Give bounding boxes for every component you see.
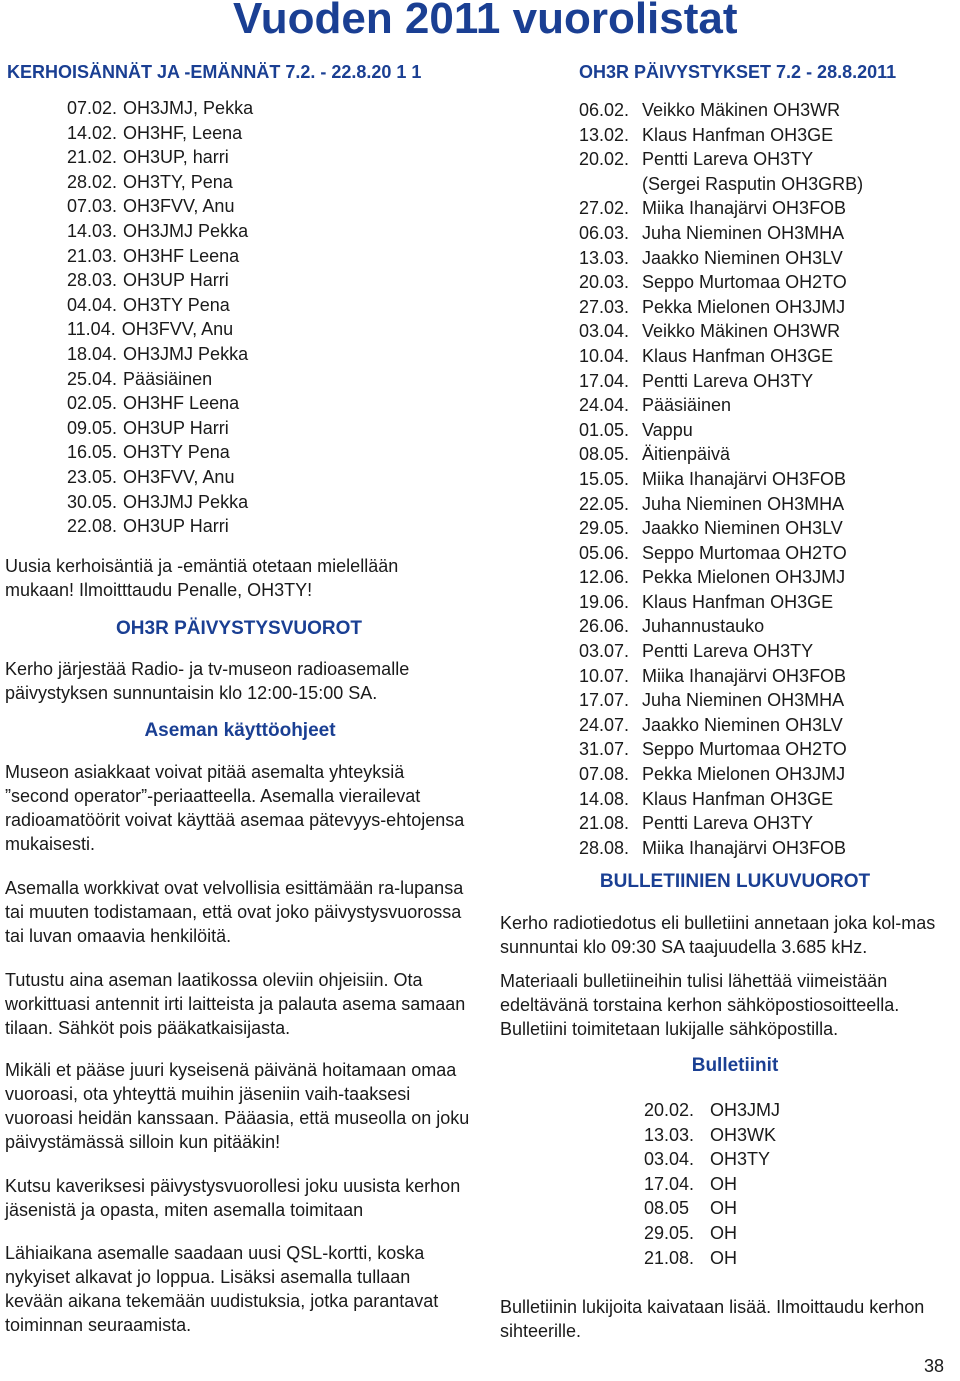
list-item [579, 614, 863, 639]
duty-heading: OH3R PÄIVYSTYSVUOROT [116, 618, 362, 639]
list-item [579, 221, 863, 246]
duty-date: 08.05. [579, 444, 630, 465]
instructions-paragraph: Lähiaikana asemalle saadaan uusi QSL-kortti, koska nykyiset alkavat jo loppua. Lisäksi asemalla tullaan kevään aikana tekemään uudistuksia, jotka parantavat toiminnan seuraamista. [5, 1243, 439, 1335]
list-item [67, 268, 253, 293]
duty-person: Juha Nieminen OH3MHA [642, 493, 845, 514]
host-date: 28.02. [67, 171, 118, 192]
duty-schedule-header: OH3R PÄIVYSTYKSET 7.2 - 28.8.2011 [579, 62, 897, 82]
duty-date: 31.07. [579, 739, 630, 760]
list-item [67, 490, 253, 515]
list-item [579, 172, 863, 197]
duty-person: Miika Ihanajärvi OH3FOB [642, 837, 847, 858]
host-date: 09.05. [67, 417, 118, 438]
instructions-paragraph: Asemalla workkivat ovat velvollisia esittämään ra-lupansa tai muuten todistamaan, että ovat joko päivystysvuorossa tai luvan omaavia henkilöitä. [5, 878, 464, 946]
duty-date: 07.08. [579, 764, 630, 785]
list-item [579, 664, 863, 689]
duty-date: 12.06. [579, 567, 630, 588]
list-item [579, 246, 863, 271]
duty-person: Pentti Lareva OH3TY [642, 813, 814, 834]
duty-date: 19.06. [579, 591, 630, 612]
duty-person: Klaus Hanfman OH3GE [642, 345, 834, 366]
list-item [579, 123, 863, 148]
hosts-list [67, 96, 253, 539]
host-name: OH3JMJ Pekka [123, 343, 249, 364]
page-title: Vuoden 2011 vuorolistat [233, 0, 738, 43]
duty-date: 20.02. [579, 149, 630, 170]
list-item [67, 416, 253, 441]
page-number: 38 [924, 1356, 945, 1376]
duty-date: 13.02. [579, 124, 630, 145]
host-date: 28.03. [67, 270, 118, 291]
duty-date: 10.04. [579, 345, 630, 366]
host-date: 07.03. [67, 196, 118, 217]
list-item [67, 391, 253, 416]
bulletin-reader: OH [710, 1222, 737, 1243]
duty-person: Miika Ihanajärvi OH3FOB [642, 198, 847, 219]
host-name: OH3HF, Leena [123, 122, 243, 143]
duty-person: Pekka Mielonen OH3JMJ [642, 764, 846, 785]
host-date: 14.02. [67, 122, 118, 143]
duty-person: Juha Nieminen OH3MHA [642, 690, 845, 711]
host-name: OH3FVV, Anu [121, 319, 234, 340]
hosts-header: KERHOISÄNNÄT JA -EMÄNNÄT 7.2. - 22.8.20 1 1 [7, 62, 422, 82]
bulletin-reader: OH3JMJ [710, 1100, 781, 1120]
host-date: 07.02. [67, 98, 118, 118]
bulletin-reader: OH3TY [710, 1149, 771, 1170]
duty-date: 21.08. [579, 813, 630, 834]
list-item [579, 811, 863, 836]
bulletin-text: Kerho radiotiedotus eli bulletiini annetaan joka kol-mas sunnuntai klo 09:30 SA taajuudella 3.685 kHz. [500, 913, 936, 957]
duty-person: Miika Ihanajärvi OH3FOB [642, 665, 847, 686]
duty-person: Klaus Hanfman OH3GE [642, 591, 834, 612]
bulletin-date: 08.05 [644, 1198, 690, 1219]
duty-date: 24.04. [579, 395, 630, 416]
list-item [644, 1246, 780, 1271]
duty-person: Klaus Hanfman OH3GE [642, 124, 834, 145]
list-item [579, 590, 863, 615]
instructions-paragraph: Tutustu aina aseman laatikossa oleviin ohjeisiin. Ota workittuasi antennit irti laitteista ja palauta asema samaan tilaan. Sähköt pois pääkatkaisijasta. [5, 970, 466, 1038]
list-item [579, 516, 863, 541]
duty-date: 14.08. [579, 788, 630, 809]
instructions-paragraph: Kutsu kaveriksesi päivystysvuorollesi joku uusista kerhon jäsenistä ja opasta, miten asemalla toimitaan [5, 1176, 461, 1220]
host-name: OH3HF Leena [123, 245, 240, 266]
bulletin-reader: OH [710, 1173, 737, 1194]
list-item [67, 293, 253, 318]
duty-person: Pentti Lareva OH3TY [642, 149, 814, 170]
host-date: 04.04. [67, 294, 118, 315]
list-item [579, 541, 863, 566]
host-date: 25.04. [67, 368, 118, 389]
duty-person: Pentti Lareva OH3TY [642, 641, 814, 662]
list-item [67, 440, 253, 465]
bulletin-date: 13.03. [644, 1124, 695, 1145]
duty-date: 06.02. [579, 100, 630, 120]
host-date: 11.04. [67, 319, 116, 340]
duty-date: 22.05. [579, 493, 630, 514]
hosts-note: Uusia kerhoisäntiä ja -emäntiä otetaan mielellään mukaan! Ilmoitttaudu Penalle, OH3TY! [5, 556, 399, 600]
duty-date: 13.03. [579, 247, 630, 268]
list-item [579, 319, 863, 344]
bulletin-heading: BULLETIINIEN LUKUVUOROT [599, 871, 871, 892]
list-item [579, 295, 863, 320]
list-item [579, 737, 863, 762]
list-item [579, 639, 863, 664]
list-item [67, 367, 253, 392]
list-item [579, 442, 863, 467]
duty-date: 27.02. [579, 198, 630, 219]
duty-person: Miika Ihanajärvi OH3FOB [642, 468, 847, 489]
host-name: OH3JMJ Pekka [123, 491, 249, 512]
list-item [644, 1098, 780, 1123]
duty-date: 28.08. [579, 837, 630, 858]
bulletin-reader: OH3WK [710, 1124, 777, 1145]
duty-date: 17.07. [579, 690, 630, 711]
list-item [644, 1123, 780, 1148]
list-item [67, 514, 253, 539]
host-name: Pääsiäinen [123, 368, 213, 389]
list-item [644, 1221, 780, 1246]
list-item [579, 196, 863, 221]
duty-person: Veikko Mäkinen OH3WR [642, 100, 841, 120]
list-item [579, 467, 863, 492]
list-item [644, 1172, 780, 1197]
duty-person: Äitienpäivä [642, 444, 731, 465]
list-item [579, 418, 863, 443]
bulletin-date: 17.04. [644, 1173, 695, 1194]
host-date: 14.03. [67, 220, 118, 241]
host-name: OH3JMJ Pekka [123, 220, 249, 241]
list-item [579, 393, 863, 418]
bulletin-date: 20.02. [644, 1100, 695, 1120]
duty-date: 03.07. [579, 641, 630, 662]
list-item [67, 465, 253, 490]
duty-person: Juha Nieminen OH3MHA [642, 222, 845, 243]
list-item [644, 1147, 780, 1172]
duty-person: Seppo Murtomaa OH2TO [642, 739, 847, 760]
list-item [67, 219, 253, 244]
list-item [67, 244, 253, 269]
list-item [579, 565, 863, 590]
bulletin-date: 03.04. [644, 1149, 695, 1170]
duty-person: (Sergei Rasputin OH3GRB) [642, 173, 864, 194]
list-item [579, 713, 863, 738]
bulletin-text: Materiaali bulletiineihin tulisi lähettää viimeistään edeltävänä torstaina kerhon sähköpostiosoitteella. Bulletiini toimitetaan lukijalle sähköpostilla. [500, 971, 900, 1039]
host-date: 21.03. [67, 245, 118, 266]
list-item [579, 369, 863, 394]
instructions-paragraph: Mikäli et pääse juuri kyseisenä päivänä hoitamaan omaa vuoroasi, ota yhteyttä muihin jäseniin vaih-taaksesi vuoroasi heidän kanssaan. Pääasia, että museolla on joku päivystämässä silloin kun pitääkin! [5, 1060, 470, 1152]
list-item [579, 344, 863, 369]
instructions-heading: Aseman käyttöohjeet [144, 720, 336, 741]
bulletin-reader: OH [710, 1198, 737, 1219]
duty-date: 26.06. [579, 616, 630, 637]
duty-person: Jaakko Nieminen OH3LV [642, 714, 843, 735]
bulletin-reader: OH [710, 1247, 737, 1268]
list-item [67, 342, 253, 367]
duty-date: 24.07. [579, 714, 630, 735]
host-date: 30.05. [67, 491, 118, 512]
list-item [644, 1196, 780, 1221]
list-item [67, 145, 253, 170]
duty-person: Jaakko Nieminen OH3LV [642, 518, 843, 539]
duty-person: Seppo Murtomaa OH2TO [642, 272, 847, 293]
host-name: OH3UP Harri [123, 417, 229, 438]
instructions-paragraph: Museon asiakkaat voivat pitää asemalta yhteyksiä ”second operator”-periaatteella. Asemalla vierailevat radioamatöörit voivat käyttää asemaa pätevyys-ehtojensa mukaisesti. [5, 762, 465, 854]
duty-text: Kerho järjestää Radio- ja tv-museon radioasemalle päivystyksen sunnuntaisin klo 12:00-15:00 SA. [5, 659, 410, 703]
host-date: 16.05. [67, 442, 118, 463]
duty-person: Pekka Mielonen OH3JMJ [642, 567, 846, 588]
duty-date: 03.04. [579, 321, 630, 342]
list-item [579, 98, 863, 123]
host-date: 22.08. [67, 516, 118, 537]
duty-person: Pääsiäinen [642, 395, 732, 416]
duty-person: Jaakko Nieminen OH3LV [642, 247, 843, 268]
host-name: OH3UP Harri [123, 516, 229, 537]
duty-schedule-list [579, 98, 863, 860]
list-item [67, 194, 253, 219]
duty-date: 05.06. [579, 542, 630, 563]
host-date: 02.05. [67, 393, 118, 414]
duty-date: 06.03. [579, 222, 630, 243]
duty-person: Veikko Mäkinen OH3WR [642, 321, 841, 342]
list-item [579, 492, 863, 517]
list-item [579, 787, 863, 812]
host-date: 18.04. [67, 343, 118, 364]
list-item [67, 96, 253, 121]
bulletins-heading: Bulletiinit [691, 1055, 779, 1076]
duty-date: 10.07. [579, 665, 630, 686]
duty-date: 27.03. [579, 296, 630, 317]
host-date: 23.05. [67, 466, 118, 487]
duty-date: 20.03. [579, 272, 630, 293]
duty-date: 01.05. [579, 419, 630, 440]
list-item [67, 121, 253, 146]
list-item [67, 170, 253, 195]
duty-person: Vappu [642, 419, 693, 440]
readers-note: Bulletiinin lukijoita kaivataan lisää. Ilmoittaudu kerhon sihteerille. [500, 1297, 925, 1341]
duty-date: 29.05. [579, 518, 630, 539]
bulletins-list [644, 1098, 780, 1270]
list-item [579, 270, 863, 295]
bulletin-date: 29.05. [644, 1222, 695, 1243]
duty-person: Pentti Lareva OH3TY [642, 370, 814, 391]
host-name: OH3JMJ, Pekka [123, 98, 254, 118]
host-name: OH3TY Pena [123, 294, 230, 315]
host-name: OH3FVV, Anu [123, 196, 235, 217]
duty-person: Seppo Murtomaa OH2TO [642, 542, 847, 563]
host-name: OH3UP Harri [123, 270, 229, 291]
host-name: OH3TY, Pena [123, 171, 233, 192]
duty-person: Pekka Mielonen OH3JMJ [642, 296, 846, 317]
list-item [579, 762, 863, 787]
list-item [579, 836, 863, 861]
host-name: OH3UP, harri [123, 147, 229, 168]
host-date: 21.02. [67, 147, 118, 168]
host-name: OH3HF Leena [123, 393, 240, 414]
bulletin-date: 21.08. [644, 1247, 695, 1268]
duty-date: 17.04. [579, 370, 630, 391]
host-name: OH3FVV, Anu [123, 466, 235, 487]
list-item [579, 147, 863, 172]
host-name: OH3TY Pena [123, 442, 230, 463]
list-item [579, 688, 863, 713]
duty-person: Juhannustauko [642, 616, 765, 637]
list-item [67, 317, 253, 342]
duty-date: 15.05. [579, 468, 630, 489]
duty-person: Klaus Hanfman OH3GE [642, 788, 834, 809]
